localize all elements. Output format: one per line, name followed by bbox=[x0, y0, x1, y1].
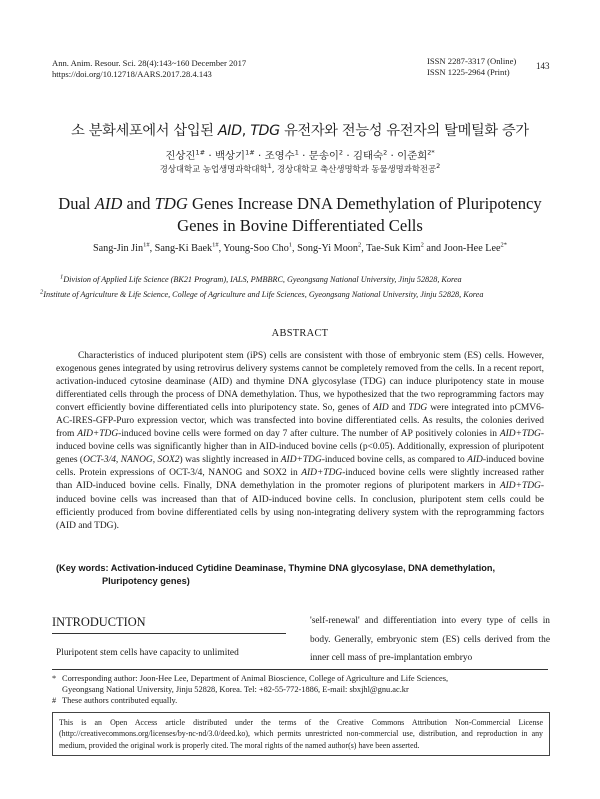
affiliation-text: Division of Applied Life Science (BK21 Program), IALS, PMBBRC, Gyeongsang National University, Jinju 52828, Korea bbox=[63, 275, 462, 284]
page-number: 143 bbox=[536, 61, 550, 71]
corresponding-author-footnote bbox=[52, 673, 548, 695]
english-title bbox=[20, 193, 580, 237]
english-authors bbox=[0, 243, 600, 254]
gene-name: TDG bbox=[250, 123, 280, 139]
abstract-body bbox=[56, 350, 544, 533]
affiliation-2 bbox=[40, 290, 580, 299]
introduction-heading: INTRODUCTION bbox=[52, 615, 146, 629]
english-title-line1 bbox=[20, 193, 580, 215]
affiliation-sup: 1 bbox=[60, 273, 64, 281]
author-name: 백상기 bbox=[214, 150, 246, 162]
title-part: Genes Increase DNA Demethylation of Pluripotency bbox=[187, 194, 542, 213]
gene-name: AID+TDG bbox=[280, 455, 322, 466]
separator: · bbox=[343, 150, 353, 162]
abstract-text: -induced bovine cells were formed on day 7 after culture. The number of AP positively colonies in bbox=[118, 429, 500, 440]
affiliation-sup: 1 bbox=[267, 162, 272, 171]
separator: · bbox=[205, 150, 215, 162]
abstract-text: ) was slightly increased in bbox=[179, 455, 281, 466]
separator: · bbox=[254, 150, 265, 162]
gene-name: TDG bbox=[408, 403, 428, 414]
korean-affiliations bbox=[0, 163, 600, 175]
gene-name: TDG bbox=[154, 194, 188, 213]
author-name: , Young-Soo Cho bbox=[218, 243, 289, 254]
abstract-text: -induced bovine cells, as compared to bbox=[321, 455, 468, 466]
footnote-rule bbox=[52, 669, 548, 670]
abstract-text: -induced bovine cells. Protein expressions of OCT-3/4, NANOG and SOX2 in bbox=[56, 455, 544, 479]
author-sup: 2* bbox=[500, 241, 508, 249]
gene-name: AID+TDG bbox=[499, 429, 541, 440]
author-name: , Song-Yi Moon bbox=[292, 243, 358, 254]
journal-line: Ann. Anim. Resour. Sci. 28(4):143~160 December 2017 bbox=[52, 58, 247, 68]
author-sup: 1# bbox=[212, 241, 219, 249]
author-name: , Sang-Ki Baek bbox=[149, 243, 213, 254]
keywords-line: (Key words: Activation-induced Cytidine Deaminase, Thymine DNA glycosylase, DNA demethylation, bbox=[56, 563, 496, 573]
footnote-symbol: # bbox=[52, 696, 57, 705]
author-sup: 1 bbox=[294, 148, 299, 157]
abstract-text: were integrated into pCMV6-AC-IRES-GFP-Puro expression vector, which was transfected into bovine differentiated cells. As results, the colonies derived from bbox=[56, 403, 544, 440]
separator: · bbox=[298, 150, 309, 162]
affiliation-1 bbox=[60, 275, 600, 284]
abstract-text: and bbox=[388, 403, 409, 414]
abstract-text: -induced bovine cells was significantly higher than in AID-induced bovine cells (p<0.05). Additionally, expression of pluripotent genes ( bbox=[56, 429, 544, 466]
affiliation-text: , 경상대학교 축산생명학과 동물생명과학전공 bbox=[271, 164, 437, 174]
author-name: 이준희 bbox=[397, 150, 428, 162]
gene-name: AID+TDG bbox=[301, 468, 343, 479]
author-sup: 2 bbox=[358, 241, 362, 249]
affiliation-sup: 2 bbox=[40, 288, 44, 296]
keywords-line: Pluripotency genes) bbox=[102, 576, 190, 586]
author-name: 김태숙 bbox=[352, 150, 384, 162]
doi-link[interactable]: https://doi.org/10.12718/AARS.2017.28.4.143 bbox=[52, 69, 212, 79]
abstract-text: Characteristics of induced pluripotent stem (iPS) cells are consistent with those of embryonic stem (ES) cells. However, exogenous genes integrated by using retrovirus delivery systems cannot be completely removed from the cells. In a recent report, activation-induced cytosine deaminase (AID) and thymine DNA glycosylase (TDG) can induce pluripotency state in mouse differentiated cells through the process of DNA demethylation. Thus, we hypothesized that the two reprogramming factors may convert efficiently bovine differentiated cells into pluripotency state. So, genes of bbox=[56, 351, 544, 414]
author-sup: 2 bbox=[383, 148, 388, 157]
author-name: 문송이 bbox=[308, 150, 339, 162]
affiliation-text: Institute of Agriculture & Life Science, College of Agriculture and Life Sciences, Gyeongsang National University, Jinju 52828, Korea bbox=[43, 290, 484, 299]
gene-name: AID bbox=[373, 403, 389, 414]
footnote-text: Corresponding author: Joon-Hee Lee, Department of Animal Bioscience, College of Agriculture and Life Sciences, bbox=[62, 674, 449, 683]
separator: · bbox=[387, 150, 398, 162]
title-part: and bbox=[122, 194, 155, 213]
gene-name: AID bbox=[467, 455, 483, 466]
author-sup: 1# bbox=[195, 148, 206, 157]
author-sup: 1 bbox=[288, 241, 293, 249]
license-box: This is an Open Access article distributed under the terms of the Creative Commons Attribution Non-Commercial License (http://creativecommons.org/licenses/by-nc-nd/3.0/deed.ko), which permits unrestricted non-commercial use, distribution, and reproduction in any medium, provided the original work is properly cited. The moral rights of the named author(s) have been asserted. bbox=[52, 712, 550, 756]
gene-name: AID+TDG bbox=[77, 429, 119, 440]
author-name: 진상진 bbox=[165, 150, 196, 162]
korean-title-part: 유전자와 전능성 유전자의 탈메틸화 증가 bbox=[279, 123, 529, 139]
author-sup: 2 bbox=[420, 241, 424, 249]
equal-contribution-footnote bbox=[52, 695, 548, 706]
author-sup: 1# bbox=[143, 241, 150, 249]
title-part: Dual bbox=[58, 194, 95, 213]
korean-title-part: , bbox=[241, 123, 251, 139]
issn-block bbox=[427, 56, 516, 78]
author-sup: 2 bbox=[338, 148, 344, 157]
author-sup: 1# bbox=[245, 148, 255, 157]
keywords bbox=[56, 562, 556, 588]
author-name: Sang-Jin Jin bbox=[92, 243, 144, 254]
abstract-text: -induced bovine cells were slightly increased rather than AID-induced bovine cells. Finally, DNA demethylation in the promoter regions of pluripotent markers in bbox=[56, 468, 544, 492]
gene-name: AID bbox=[94, 194, 123, 213]
heading-rule bbox=[52, 633, 286, 634]
author-name: , Tae-Suk Kim bbox=[361, 243, 421, 254]
gene-name: OCT-3/4, NANOG, SOX2 bbox=[83, 455, 180, 466]
journal-citation bbox=[52, 58, 246, 80]
introduction-left-column: Pluripotent stem cells have capacity to unlimited bbox=[56, 648, 239, 658]
abstract-text: -induced bovine cells was increased than that of AID-induced bovine cells. In conclusion, pluripotent stem cells could be efficiently produced from bovine differentiated cells by using non-integrating delivery system with the reprogramming factors (AID and TDG). bbox=[56, 481, 544, 531]
abstract-heading: ABSTRACT bbox=[271, 328, 329, 339]
footnote-text: These authors contributed equally. bbox=[62, 696, 178, 705]
introduction-right-column: 'self-renewal' and differentiation into every type of cells in body. Generally, embryonic stem (ES) cells derived from the inner cell mass of pre-implantation embryo bbox=[310, 616, 550, 663]
issn-online: ISSN 2287-3317 (Online) bbox=[427, 56, 517, 66]
affiliation-text: 경상대학교 농업생명과학대학 bbox=[159, 164, 268, 174]
issn-print: ISSN 1225-2964 (Print) bbox=[427, 67, 510, 77]
author-sup: 2* bbox=[427, 148, 435, 157]
footnote-symbol: * bbox=[52, 674, 57, 683]
korean-title bbox=[0, 120, 600, 140]
gene-name: AID bbox=[217, 123, 242, 139]
english-title-line2: Genes in Bovine Differentiated Cells bbox=[177, 216, 423, 235]
affiliation-sup: 2 bbox=[436, 162, 441, 171]
author-name: and Joon-Hee Lee bbox=[423, 243, 501, 254]
author-name: 조영수 bbox=[264, 150, 295, 162]
korean-authors bbox=[0, 147, 600, 162]
footnote-text: Gyeongsang National University, Jinju 52828, Korea. Tel: +82-55-772-1886, E-mail: sbxjhl@gnu.ac.kr bbox=[62, 685, 409, 694]
gene-name: AID+TDG bbox=[499, 481, 541, 492]
korean-title-part: 소 분화세포에서 삽입된 bbox=[71, 123, 218, 139]
